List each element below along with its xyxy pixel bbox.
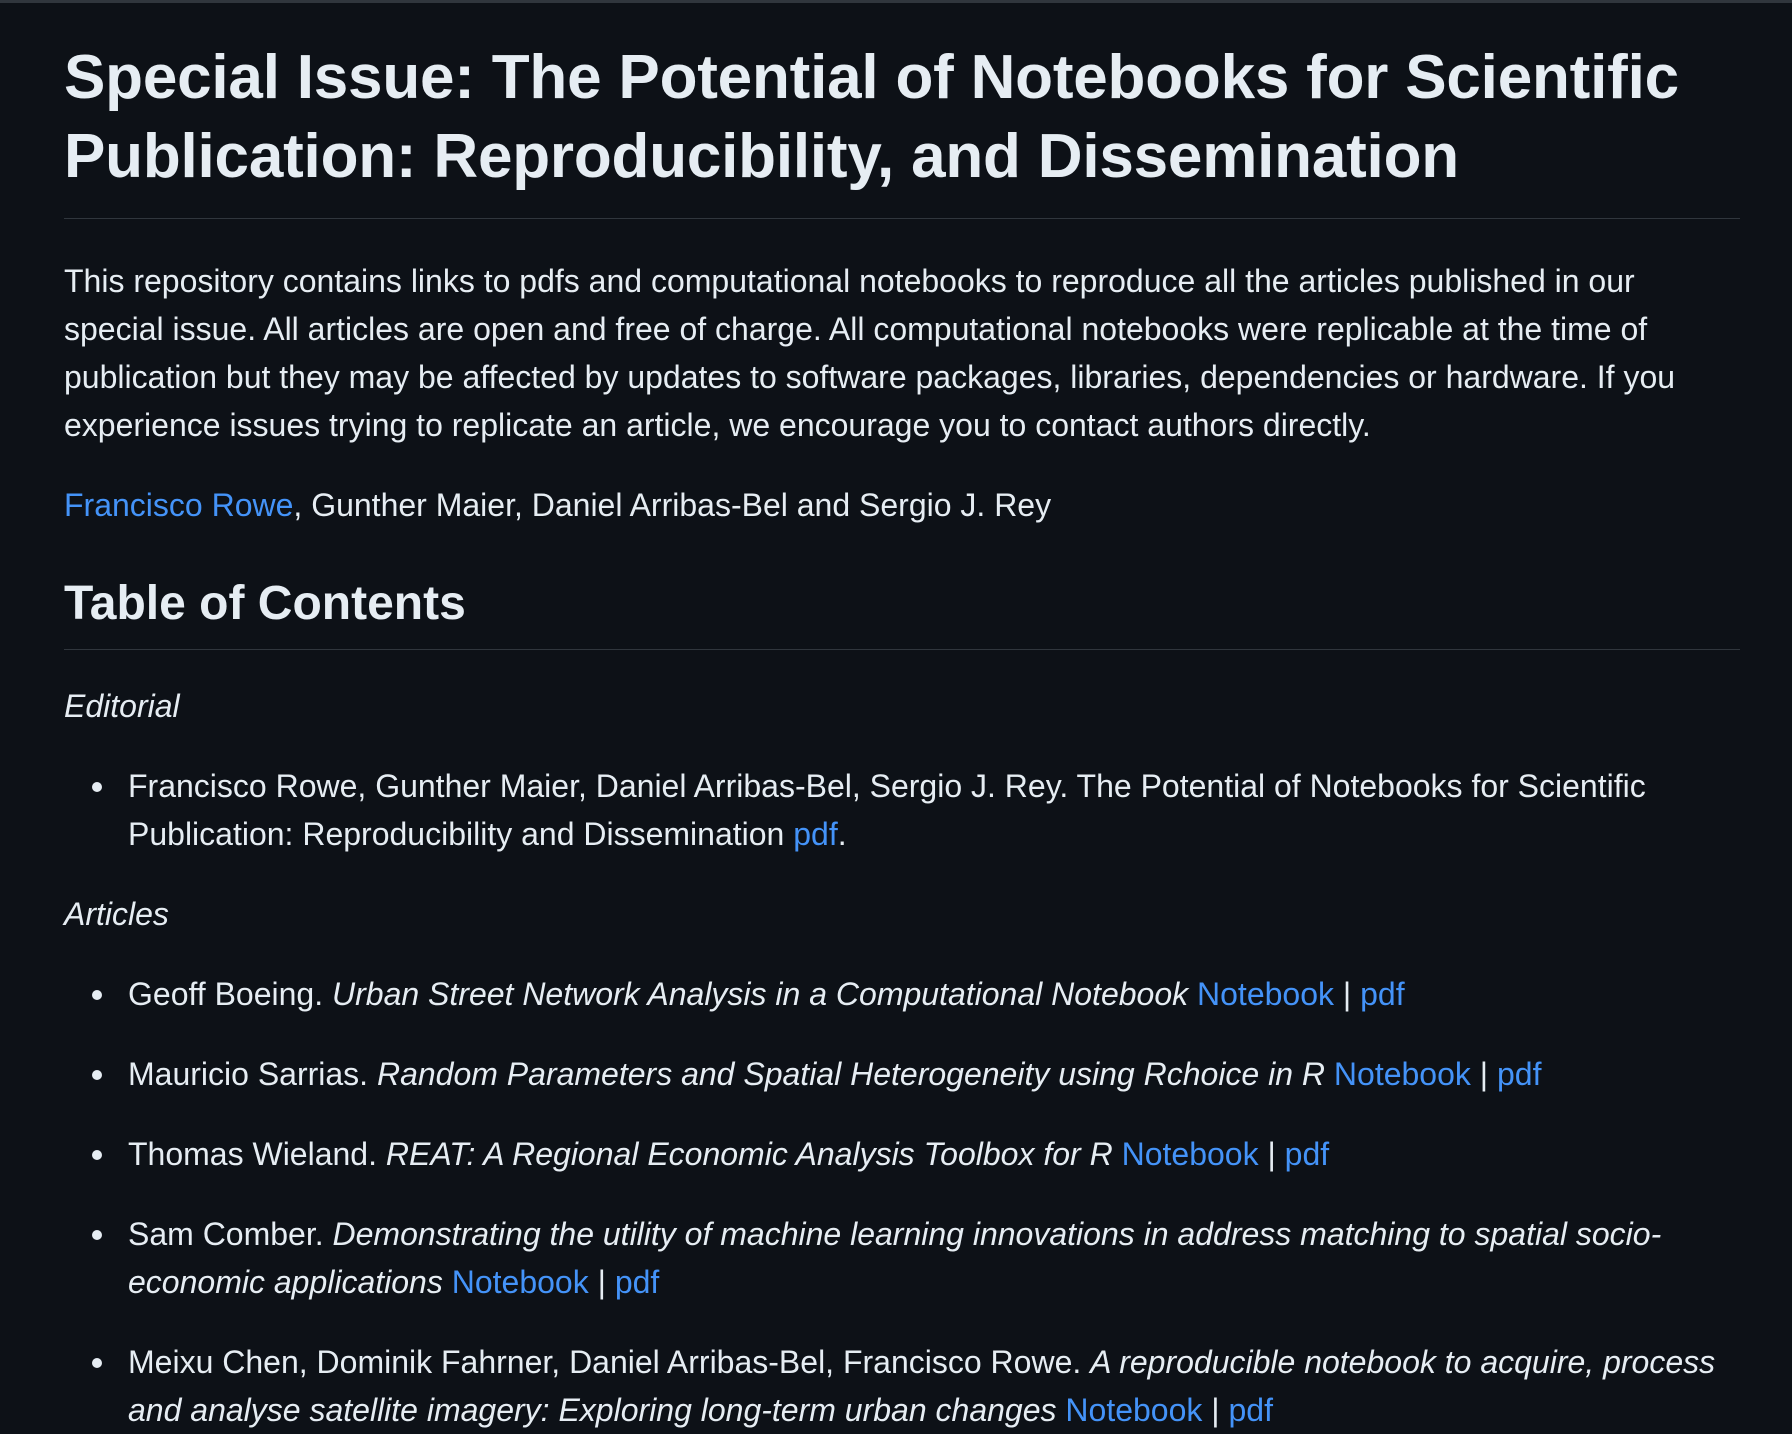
link-separator: | <box>1211 1392 1220 1428</box>
article-title: Random Parameters and Spatial Heterogeneity using Rchoice in R <box>376 1056 1326 1092</box>
notebook-link[interactable]: Notebook <box>451 1264 589 1300</box>
editor-link-francisco-rowe[interactable]: Francisco Rowe <box>64 487 294 523</box>
list-item <box>128 1338 1740 1434</box>
editorial-list <box>64 762 1740 858</box>
toc-heading: Table of Contents <box>64 573 1740 650</box>
article-authors: Mauricio Sarrias. <box>128 1056 377 1092</box>
list-item <box>128 1050 1740 1098</box>
notebook-link[interactable]: Notebook <box>1197 976 1334 1012</box>
bullet-icon <box>92 1230 102 1240</box>
list-item <box>128 1130 1740 1178</box>
article-title: Demonstrating the utility of machine learning innovations in address matching to spatial socio-economic applications <box>128 1216 1662 1300</box>
pdf-link[interactable]: pdf <box>1284 1136 1330 1172</box>
articles-list <box>64 970 1740 1434</box>
bullet-icon <box>92 990 102 1000</box>
notebook-link[interactable]: Notebook <box>1333 1056 1471 1092</box>
editorial-citation: Francisco Rowe, Gunther Maier, Daniel Arribas-Bel, Sergio J. Rey. The Potential of Notebooks for Scientific Publication: Reproducibility and Dissemination <box>128 768 1646 852</box>
bullet-icon <box>92 782 102 792</box>
pdf-link[interactable]: pdf <box>1228 1392 1273 1428</box>
article-title: A reproducible notebook to acquire, process and analyse satellite imagery: Exploring long-term urban changes <box>128 1344 1716 1428</box>
article-authors: Geoff Boeing. <box>128 976 332 1012</box>
article-title: REAT: A Regional Economic Analysis Toolbox for R <box>385 1136 1113 1172</box>
editorial-end: . <box>837 816 847 852</box>
link-separator: | <box>1342 976 1352 1012</box>
editors-rest: , Gunther Maier, Daniel Arribas-Bel and Sergio J. Rey <box>293 487 1052 523</box>
editorial-pdf-link[interactable]: pdf <box>793 816 838 852</box>
notebook-link[interactable]: Notebook <box>1121 1136 1259 1172</box>
list-item <box>128 1210 1740 1306</box>
article-authors: Meixu Chen, Dominik Fahrner, Daniel Arribas-Bel, Francisco Rowe. <box>128 1344 1091 1380</box>
article-title: Urban Street Network Analysis in a Computational Notebook <box>332 976 1189 1012</box>
readme-content <box>64 0 1740 1434</box>
notebook-link[interactable]: Notebook <box>1065 1392 1203 1428</box>
editors-line <box>64 481 1740 529</box>
bullet-icon <box>92 1150 102 1160</box>
editorial-label: Editorial <box>64 688 180 724</box>
article-authors: Thomas Wieland. <box>128 1136 386 1172</box>
link-separator: | <box>1479 1056 1489 1092</box>
pdf-link[interactable]: pdf <box>1496 1056 1542 1092</box>
articles-label: Articles <box>64 896 169 932</box>
intro-paragraph: This repository contains links to pdfs and computational notebooks to reproduce all the articles published in our special issue. All articles are open and free of charge. All computational notebooks were replicable at the time of publication but they may be affected by updates to software packages, libraries, dependencies or hardware. If you experience issues trying to replicate an article, we encourage you to contact authors directly. <box>64 263 1676 443</box>
bullet-icon <box>92 1070 102 1080</box>
link-separator: | <box>597 1264 606 1300</box>
list-item <box>128 762 1740 858</box>
list-item <box>128 970 1740 1018</box>
article-authors: Sam Comber. <box>128 1216 333 1252</box>
page-title: Special Issue: The Potential of Notebooks for Scientific Publication: Reproducibility, and Dissemination <box>64 38 1740 219</box>
link-separator: | <box>1267 1136 1276 1172</box>
pdf-link[interactable]: pdf <box>1360 976 1405 1012</box>
pdf-link[interactable]: pdf <box>614 1264 660 1300</box>
bullet-icon <box>92 1358 102 1368</box>
